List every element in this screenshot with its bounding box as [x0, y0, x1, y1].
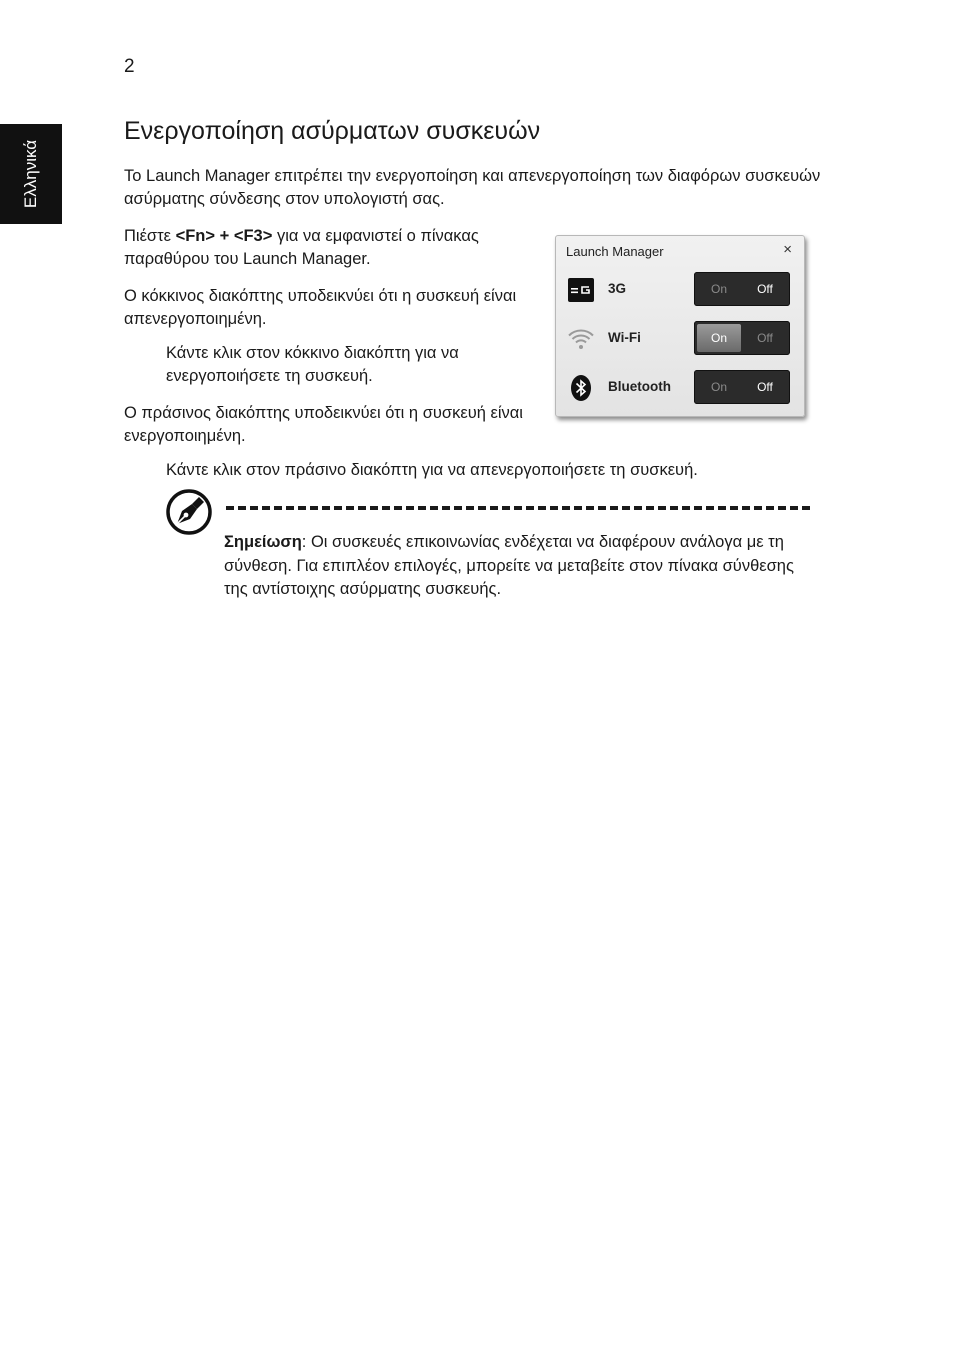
- launch-manager-title: Launch Manager: [566, 244, 664, 259]
- intro-paragraph: Το Launch Manager επιτρέπει την ενεργοποίηση και απενεργοποίηση των διαφόρων συσκευών ασύρματης σύνδεσης στον υπολογιστή σας.: [124, 167, 821, 208]
- close-icon[interactable]: ×: [783, 241, 792, 258]
- red-switch-paragraph: Ο κόκκινος διακόπτης υποδεικνύει ότι η συσκευή είναι απενεργοποιημένη.: [124, 287, 517, 328]
- device-label-wifi: Wi-Fi: [608, 330, 641, 345]
- press-text-after: για να εμφανιστεί ο πίνακας παραθύρου του Launch Manager.: [124, 227, 479, 268]
- press-text-before: Πιέστε: [124, 227, 176, 245]
- note-body: : Οι συσκευές επικοινωνίας ενδέχεται να διαφέρουν ανάλογα με τη σύνθεση. Για επιπλέον επιλογές, μπορείτε να μεταβείτε στον πίνακα σύνθεσης της αντίστοιχης ασύρματης συσκευής.: [224, 533, 794, 598]
- device-label-bluetooth: Bluetooth: [608, 379, 671, 394]
- press-keys-paragraph: [124, 225, 534, 271]
- note-text: [224, 531, 804, 602]
- device-row-wifi: [556, 319, 804, 359]
- device-row-bluetooth: [556, 368, 804, 408]
- toggle-bluetooth-on[interactable]: On: [710, 380, 727, 394]
- page-number: 2: [124, 56, 135, 77]
- toggle-wifi-on[interactable]: On: [697, 324, 741, 352]
- note-divider: [226, 506, 810, 510]
- toggle-bluetooth-off[interactable]: Off: [757, 380, 773, 394]
- toggle-wifi-off[interactable]: Off: [757, 331, 773, 345]
- language-side-tab: [0, 124, 62, 224]
- bluetooth-icon: [567, 374, 595, 402]
- pen-nib-icon: [166, 489, 212, 535]
- toggle-bluetooth[interactable]: [694, 370, 790, 404]
- device-label-3g: 3G: [608, 281, 627, 296]
- key-combination: <Fn> + <F3>: [175, 227, 273, 245]
- wifi-icon: [567, 325, 595, 353]
- device-row-3g: [556, 270, 804, 310]
- toggle-3g-off[interactable]: Off: [757, 282, 773, 296]
- green-switch-action: Κάντε κλικ στον πράσινο διακόπτη για να απενεργοποιήσετε τη συσκευή.: [166, 461, 698, 479]
- launch-manager-panel: [555, 235, 805, 417]
- toggle-3g-on[interactable]: On: [710, 282, 727, 296]
- green-switch-paragraph: Ο πράσινος διακόπτης υποδεικνύει ότι η συσκευή είναι ενεργοποιημένη.: [124, 404, 523, 445]
- red-switch-action: Κάντε κλικ στον κόκκινο διακόπτη για να ενεργοποιήσετε τη συσκευή.: [166, 344, 459, 385]
- toggle-3g[interactable]: [694, 272, 790, 306]
- 3g-icon: [567, 276, 595, 304]
- note-label: Σημείωση: [224, 533, 302, 551]
- toggle-wifi[interactable]: [694, 321, 790, 355]
- page-title: Ενεργοποίηση ασύρματων συσκευών: [124, 117, 541, 145]
- language-side-tab-label: Ελληνικά: [21, 139, 40, 209]
